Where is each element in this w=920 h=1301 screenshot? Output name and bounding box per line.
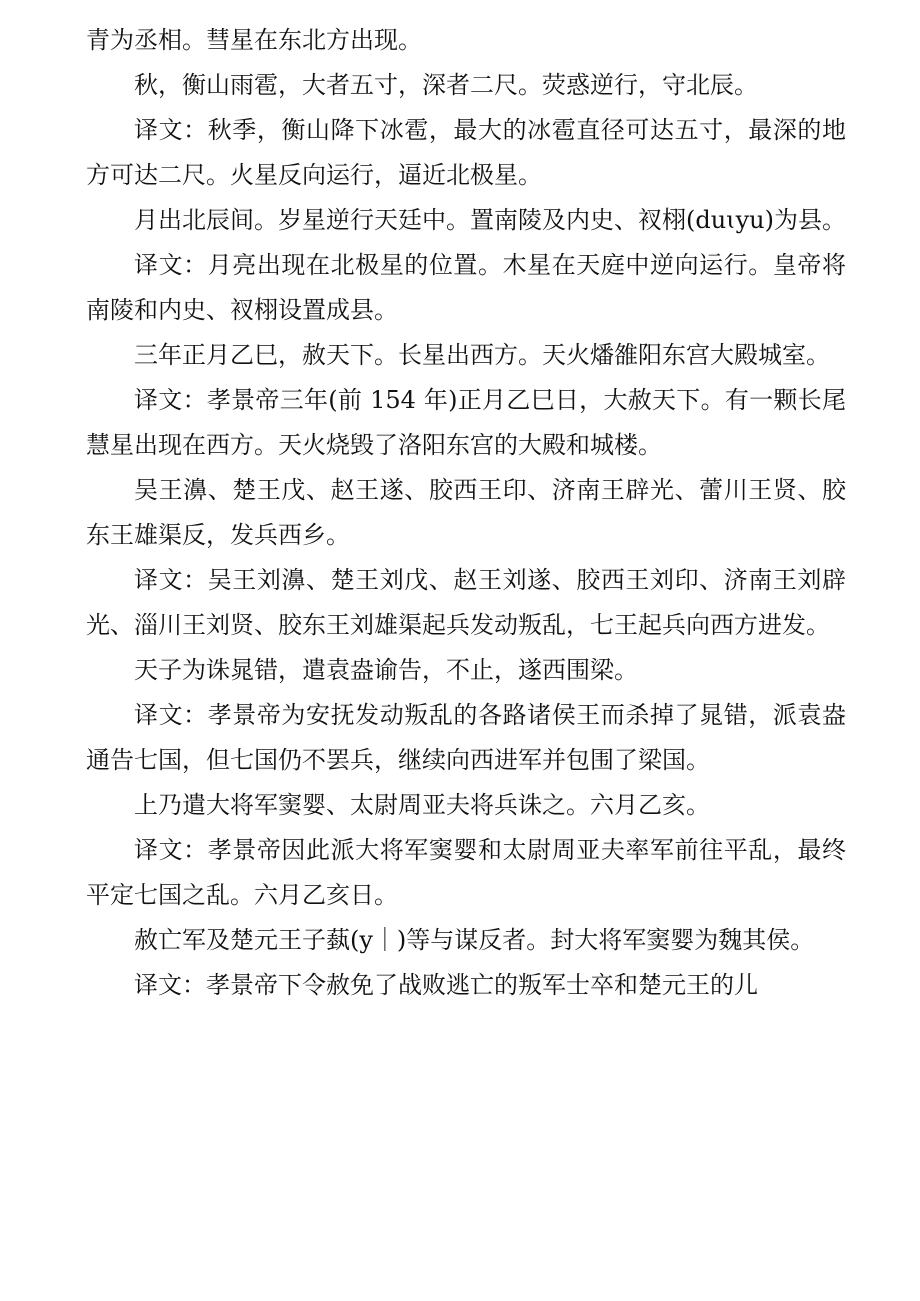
paragraph-4: 月出北辰间。岁星逆行天廷中。置南陵及内史、衩栩(duɩyu)为县。: [134, 206, 846, 234]
paragraph-11: 译文：孝景帝为安抚发动叛乱的各路诸侯王而杀掉了晁错，派袁盎通告七国，但七国仍不罢兵，继续向西进军并包围了梁国。: [86, 701, 846, 774]
paragraph-5: 译文：月亮出现在北极星的位置。木星在天庭中逆向运行。皇帝将南陵和内史、衩栩设置成县。: [86, 251, 846, 324]
paragraph-2: 秋，衡山雨雹，大者五寸，深者二尺。荧惑逆行，守北辰。: [134, 71, 758, 99]
paragraph-9: 译文：吴王刘濞、楚王刘戊、赵王刘遂、胶西王刘印、济南王刘辟光、淄川王刘贤、胶东王刘雄渠起兵发动叛乱，七王起兵向西方进发。: [86, 566, 846, 639]
paragraph-13: 译文：孝景帝因此派大将军窦婴和太尉周亚夫率军前往平乱，最终平定七国之乱。六月乙亥日。: [86, 836, 846, 909]
document-page: [86, 18, 846, 1008]
paragraph-12: 上乃遣大将军窦婴、太尉周亚夫将兵诛之。六月乙亥。: [134, 791, 710, 819]
paragraph-3: 译文：秋季，衡山降下冰雹，最大的冰雹直径可达五寸，最深的地方可达二尺。火星反向运行，逼近北极星。: [86, 116, 846, 189]
paragraph-15: 译文：孝景帝下令赦免了战败逃亡的叛军士卒和楚元王的儿: [134, 971, 758, 999]
paragraph-10: 天子为诛晁错，遣袁盎谕告，不止，遂西围梁。: [134, 656, 638, 684]
paragraph-7: 译文：孝景帝三年(前 154 年)正月乙巳日，大赦天下。有一颗长尾慧星出现在西方。天火烧毁了洛阳东宫的大殿和城楼。: [86, 386, 846, 459]
paragraph-8: 吴王濞、楚王戊、赵王遂、胶西王印、济南王辟光、蕾川王贤、胶东王雄渠反，发兵西乡。: [86, 476, 846, 549]
paragraph-14: 赦亡军及楚元王子蓺(y｜)等与谋反者。封大将军窦婴为魏其侯。: [134, 926, 815, 954]
paragraph-6: 三年正月乙巳，赦天下。长星出西方。天火燔雒阳东宫大殿城室。: [134, 341, 830, 369]
paragraph-1: 青为丞相。彗星在东北方出现。: [86, 26, 422, 54]
